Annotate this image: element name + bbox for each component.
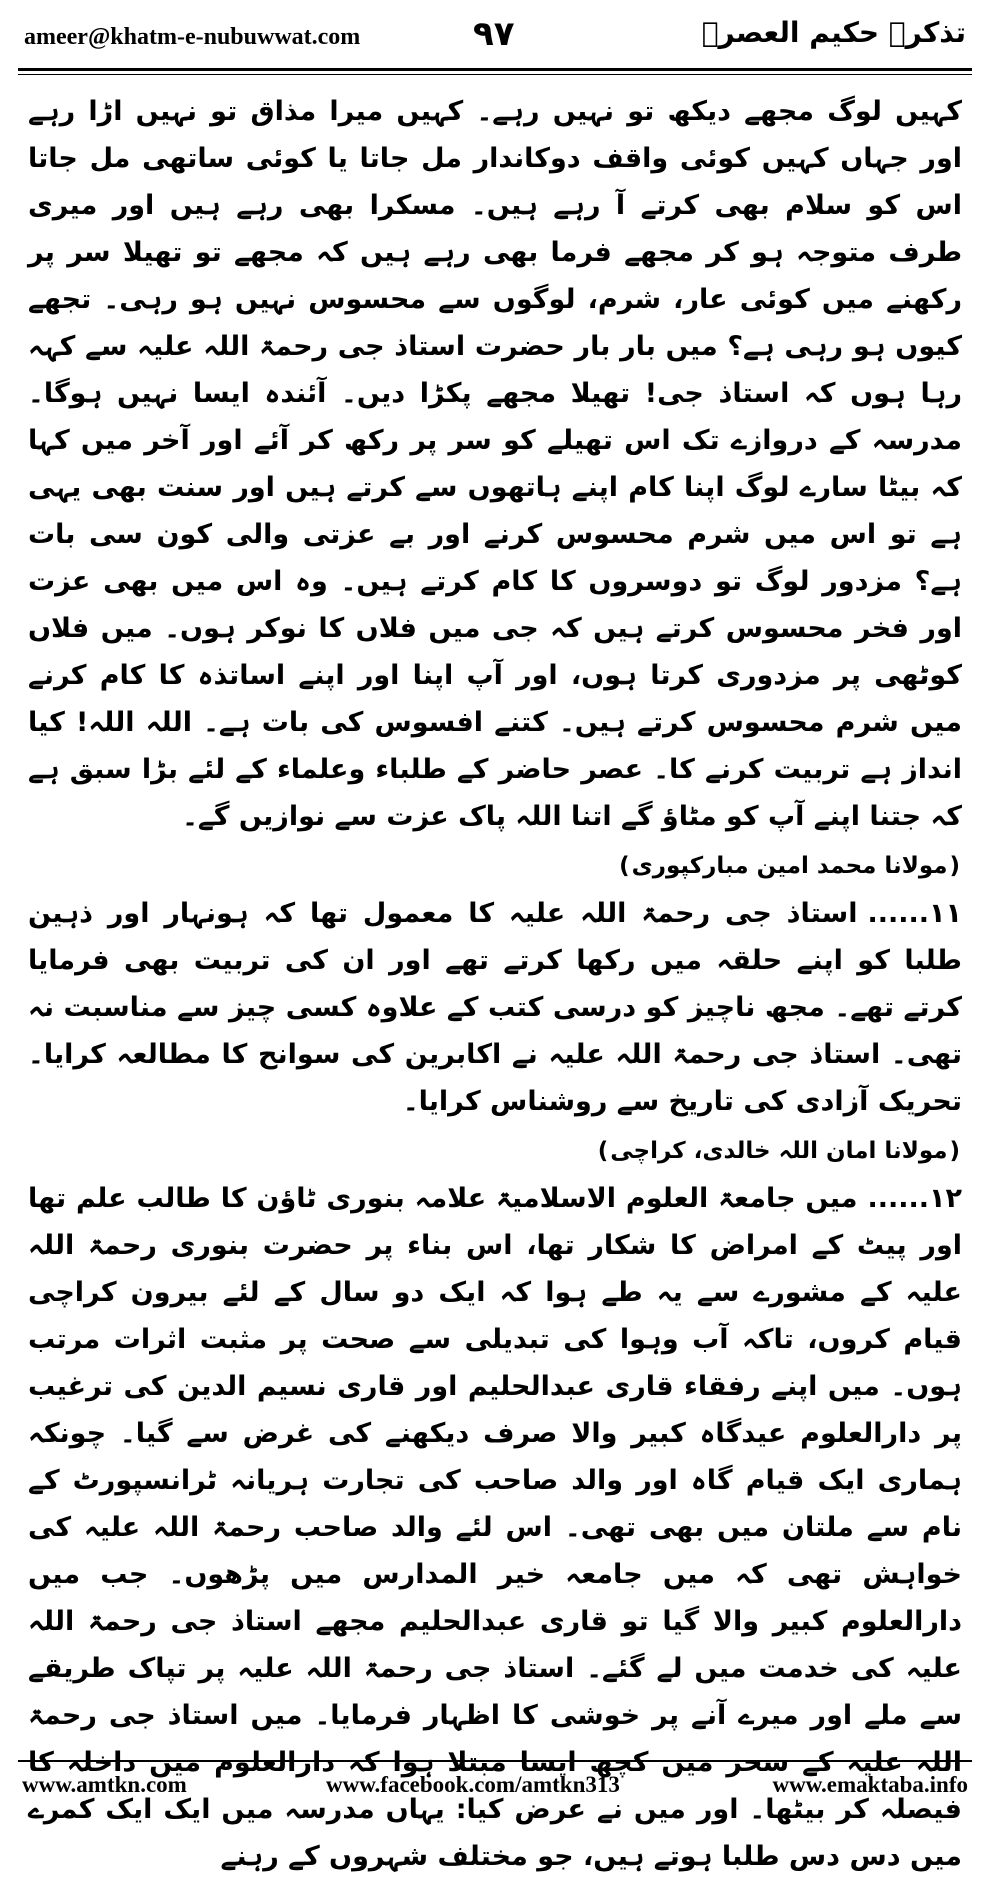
paragraph-number: ١١...... <box>867 898 962 929</box>
header-email: ameer@khatm-e-nubuwwat.com <box>24 24 361 50</box>
footer-link-amtkn[interactable]: www.amtkn.com <box>22 1772 187 1797</box>
body-text <box>28 88 962 1880</box>
page-header <box>18 10 972 68</box>
footer-link-facebook[interactable]: www.facebook.com/amtkn313 <box>326 1772 620 1797</box>
credit-name: مولانا محمد امین مبارکپوری <box>631 853 948 879</box>
page-footer <box>18 1772 972 1802</box>
paragraph-intro: کہیں لوگ مجھے دیکھ تو نہیں رہے۔ کہیں میرا مذاق تو نہیں اڑا رہے اور جہاں کہیں کوئی واقف دوکاندار مل جاتا یا کوئی ساتھی مل جاتا اس کو سلام بھی کرتے آ رہے ہیں۔ مسکرا بھی رہے ہیں اور میری طرف متوجہ ہو کر مجھے فرما بھی رہے ہیں کہ مجھے تو تھیلا سر پر رکھنے میں کوئی عار، شرم، لوگوں سے محسوس نہیں ہو رہی۔ تجھے کیوں ہو رہی ہے؟ میں بار بار حضرت استاذ جی رحمۃ اللہ علیہ سے کہہ رہا ہوں کہ استاذ جی! تھیلا مجھے پکڑا دیں۔ آئندہ ایسا نہیں ہوگا۔ مدرسہ کے دروازے تک اس تھیلے کو سر پر رکھ کر آئے اور آخر میں کہا کہ بیٹا سارے لوگ اپنا کام اپنے ہاتھوں سے کرتے ہیں اور سنت بھی یہی ہے تو اس میں شرم محسوس کرنے اور بے عزتی والی کون سی بات ہے؟ مزدور لوگ تو دوسروں کا کام کرتے ہیں۔ وہ اس میں بھی عزت اور فخر محسوس کرتے ہیں کہ جی میں فلاں کا نوکر ہوں۔ میں فلاں کوٹھی پر مزدوری کرتا ہوں، اور آپ اپنا اور اپنے اساتذہ کا کام کرنے میں شرم محسوس کرتے ہیں۔ کتنے افسوس کی بات ہے۔ اللہ اللہ! کیا انداز ہے تربیت کرنے کا۔ عصر حاضر کے طلباء وعلماء کے لئے بڑا سبق ہے کہ جتنا اپنے آپ کو مٹاؤ گے اتنا اللہ پاک عزت سے نوازیں گے۔ <box>28 96 962 832</box>
paragraph-text: استاذ جی رحمۃ اللہ علیہ کا معمول تھا کہ ہونہار اور ذہین طلبا کو اپنے حلقہ میں رکھا کرتے تھے اور ان کی تربیت بھی فرمایا کرتے تھے۔ مجھ ناچیز کو درسی کتب کے علاوہ کسی چیز سے مناسبت نہ تھی۔ استاذ جی رحمۃ اللہ علیہ نے اکابرین کی سوانح کا مطالعہ کرایا۔ تحریک آزادی کی تاریخ سے روشناس کرایا۔ <box>28 898 962 1117</box>
page-number: ٩٧ <box>473 14 515 54</box>
footer-rule <box>18 1760 972 1762</box>
header-rule <box>18 68 972 71</box>
paragraph-number: ١٢...... <box>867 1183 962 1214</box>
header-rule-thin <box>18 74 972 75</box>
credit-name: مولانا امان اللہ خالدی، کراچی <box>610 1138 948 1164</box>
numbered-paragraph <box>28 890 962 1125</box>
credit-line: (مولانا محمد امین مبارکپوری) <box>619 853 960 879</box>
footer-link-emaktaba[interactable]: www.emaktaba.info <box>772 1772 968 1797</box>
book-page <box>18 10 972 1872</box>
book-title: تذکرہ حکیم العصرؒ <box>701 16 966 49</box>
credit-line: (مولانا امان اللہ خالدی، کراچی) <box>597 1138 960 1164</box>
paragraph-text: میں جامعۃ العلوم الاسلامیۃ علامہ بنوری ٹاؤن کا طالب علم تھا اور پیٹ کے امراض کا شکار تھا، اس بناء پر حضرت بنوری رحمۃ اللہ علیہ کے مشورے سے یہ طے ہوا کہ ایک دو سال کے لئے بیرون کراچی قیام کروں، تاکہ آب وہوا کی تبدیلی سے صحت پر مثبت اثرات مرتب ہوں۔ میں اپنے رفقاء قاری عبدالحلیم اور قاری نسیم الدین کی ترغیب پر دارالعلوم عیدگاہ کبیر والا صرف دیکھنے کی غرض سے گیا۔ چونکہ ہماری ایک قیام گاہ اور والد صاحب کی تجارت ہریانہ ٹرانسپورٹ کے نام سے ملتان میں بھی تھی۔ اس لئے والد صاحب رحمۃ اللہ علیہ کی خواہش تھی کہ میں جامعہ خیر المدارس میں پڑھوں۔ جب میں دارالعلوم کبیر والا گیا تو قاری عبدالحلیم مجھے استاذ جی رحمۃ اللہ علیہ کی خدمت میں لے گئے۔ استاذ جی رحمۃ اللہ علیہ پر تپاک طریقے سے ملے اور میرے آنے پر خوشی کا اظہار فرمایا۔ میں استاذ جی رحمۃ اللہ علیہ کے سحر میں کچھ ایسا مبتلا ہوا کہ دارالعلوم میں داخلہ کا فیصلہ کر بیٹھا۔ اور میں نے عرض کیا: یہاں مدرسہ میں ایک ایک کمرے میں دس دس طلبا ہوتے ہیں، جو مختلف شہروں کے رہنے <box>28 1183 962 1872</box>
